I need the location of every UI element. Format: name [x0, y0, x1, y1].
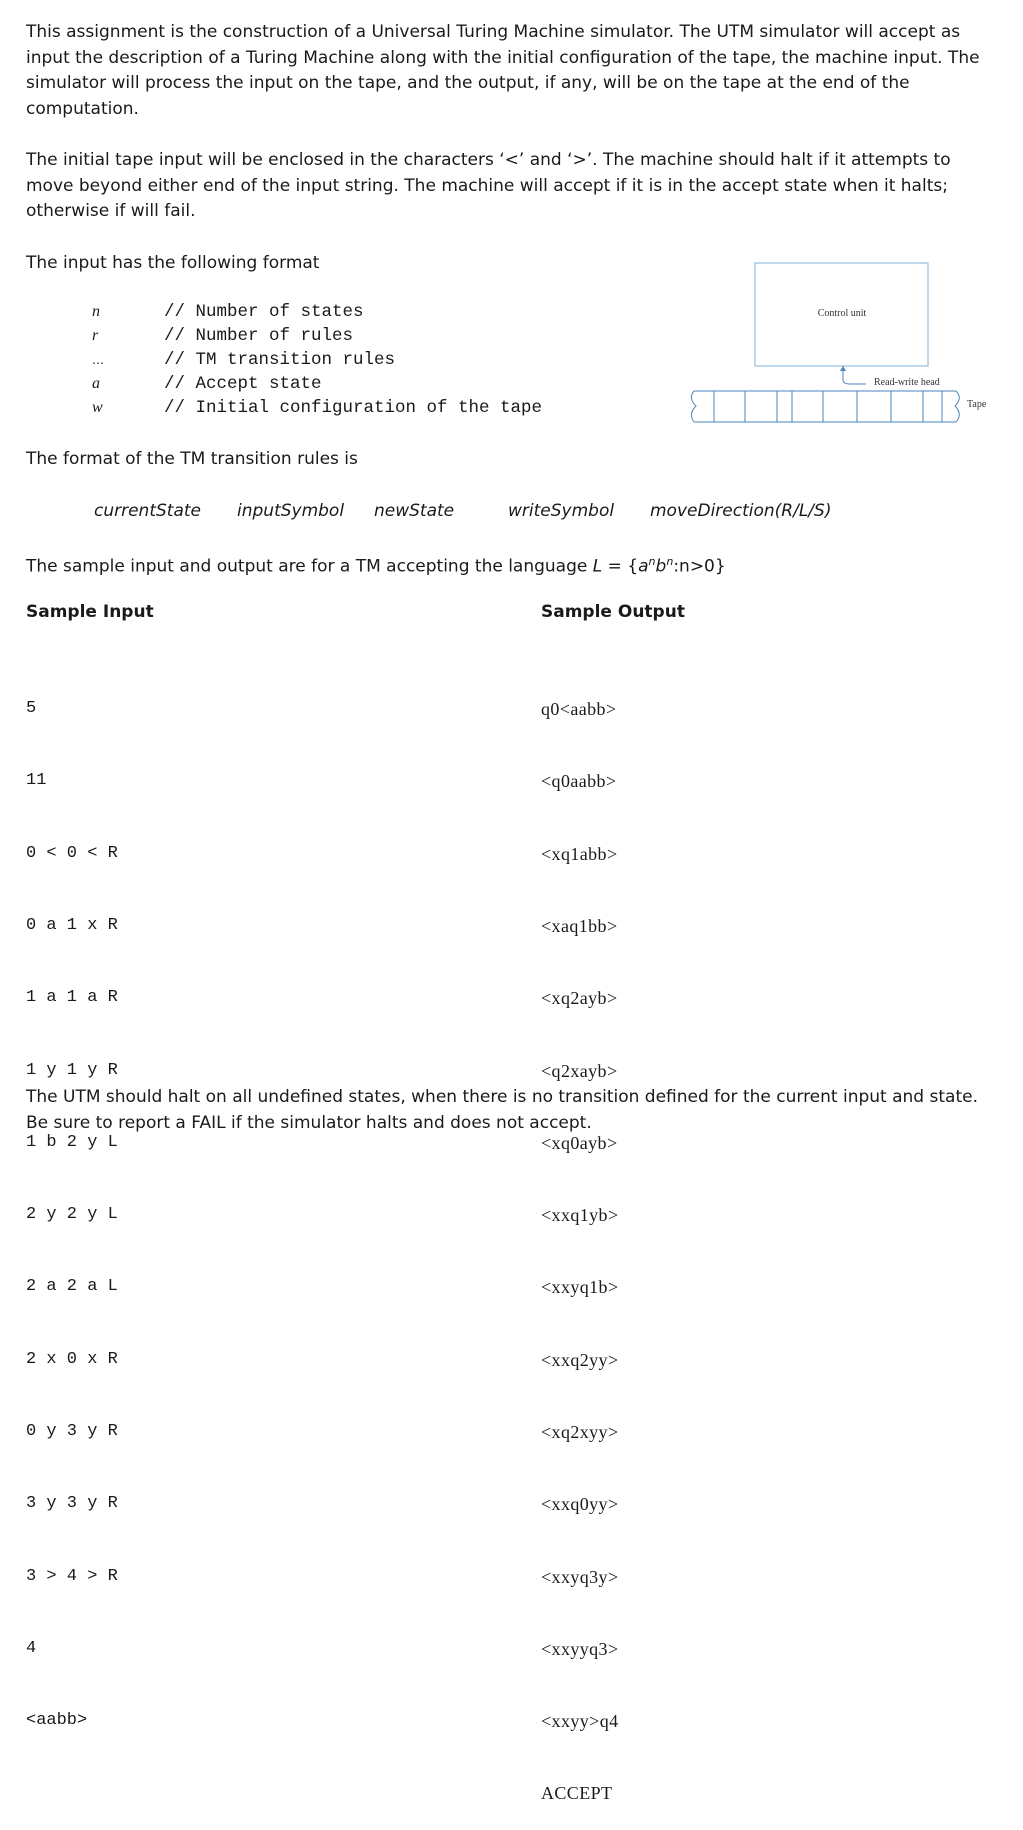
rule-field-move-direction: moveDirection(R/L/S): [650, 501, 832, 521]
format-var: a: [92, 375, 100, 392]
sample-output-line: <xxq1yb>: [541, 1205, 619, 1226]
tape-paragraph: The initial tape input will be enclosed in the characters ‘<’ and ‘>’. The machine should halt if it attempts to move beyond either end of the input string. The machine will accept if it is in the accept state when it halts; otherwise if will fail.: [26, 150, 951, 221]
sample-input-line: 3 y 3 y R: [26, 1494, 118, 1514]
exponent-n: n: [648, 555, 656, 568]
sample-output-line: <xq1abb>: [541, 843, 618, 864]
head-arrow: [843, 366, 866, 384]
sample-output-line: <xxq0yy>: [541, 1494, 619, 1515]
intro-paragraph: This assignment is the construction of a Universal Turing Machine simulator. The UTM simulator will accept as input the description of a Turing Machine along with the initial configuration of the tape, the machine input. The simulator will process the input on the tape, and the output, if any, will be on the tape at the end of the computation.: [26, 22, 980, 119]
format-comment: // Initial configuration of the tape: [164, 398, 543, 418]
conclusion-paragraph: The UTM should halt on all undefined states, when there is no transition defined for the current input and state. Be sure to report a FAIL if the simulator halts and does not accept.: [26, 1087, 978, 1133]
head-arrow-tip: [840, 366, 846, 371]
format-var: r: [92, 327, 99, 344]
sample-output-line: <xxyq1b>: [541, 1277, 619, 1298]
sample-input-line: 0 a 1 x R: [26, 916, 118, 936]
rule-field-current-state: currentState: [94, 501, 201, 521]
language-condition: :n>0}: [673, 556, 726, 577]
sample-intro-text: The sample input and output are for a TM accepting the language: [26, 556, 593, 577]
rule-format-intro: The format of the TM transition rules is: [26, 449, 358, 469]
sample-output-line: <xxyyq3>: [541, 1638, 619, 1659]
format-comment: // Number of states: [164, 302, 364, 322]
rule-field-new-state: newState: [374, 501, 455, 521]
symbol-a: a: [638, 556, 649, 577]
sample-output-block: [541, 649, 619, 1830]
sample-input-line: 2 a 2 a L: [26, 1277, 118, 1297]
format-comment: // Number of rules: [164, 326, 354, 346]
tape-label: Tape: [967, 399, 987, 410]
rule-field-input-symbol: inputSymbol: [237, 501, 345, 521]
sample-output-line: <xq0ayb>: [541, 1132, 618, 1153]
sample-input-line: 1 a 1 a R: [26, 988, 118, 1008]
sample-intro-eq: = {: [602, 556, 639, 577]
sample-output-line: <xq2ayb>: [541, 988, 618, 1009]
sample-output-heading: Sample Output: [541, 602, 685, 622]
sample-output-line: <q0aabb>: [541, 771, 617, 792]
control-unit-label: Control unit: [817, 308, 867, 319]
tape-cells: [694, 391, 956, 422]
sample-input-line: 1 y 1 y R: [26, 1060, 118, 1080]
format-var: n: [92, 303, 100, 320]
sample-output-line: <xq2xyy>: [541, 1422, 619, 1442]
sample-input-block: [26, 649, 118, 1757]
turing-machine-diagram: [680, 256, 1000, 436]
sample-output-line: q0<aabb>: [541, 699, 617, 720]
sample-input-line: 4: [26, 1638, 37, 1658]
sample-input-line: <aabb>: [26, 1711, 88, 1731]
sample-output-line: <xaq1bb>: [541, 916, 618, 937]
sample-output-line: <q2xayb>: [541, 1060, 618, 1081]
format-comment: // TM transition rules: [164, 350, 396, 370]
sample-output-line: <xxq2yy>: [541, 1349, 619, 1370]
input-format-intro: The input has the following format: [26, 253, 320, 273]
sample-input-line: 3 > 4 > R: [26, 1566, 118, 1586]
sample-input-line: 1 b 2 y L: [26, 1132, 118, 1152]
sample-input-line: 11: [26, 771, 47, 791]
symbol-b: b: [655, 556, 667, 577]
format-comment: // Accept state: [164, 374, 322, 394]
tape-left-wave: [691, 391, 696, 422]
sample-input-line: 5: [26, 699, 37, 719]
sample-input-line: 2 y 2 y L: [26, 1205, 118, 1225]
sample-intro: [26, 549, 986, 580]
sample-output-line: <xxyy>q4: [541, 1711, 619, 1732]
sample-output-line: <xxyq3y>: [541, 1566, 619, 1587]
sample-input-line: 0 y 3 y R: [26, 1422, 118, 1441]
sample-input-line: 2 x 0 x R: [26, 1349, 118, 1369]
language-symbol: L: [592, 556, 603, 577]
head-label: Read-write head: [874, 377, 940, 388]
sample-input-line: 0 < 0 < R: [26, 843, 118, 863]
sample-output-line: ACCEPT: [541, 1783, 613, 1804]
format-var: …: [92, 353, 104, 367]
tape-right-wave: [955, 391, 959, 422]
sample-input-heading: Sample Input: [26, 602, 154, 622]
format-var: w: [92, 399, 103, 416]
rule-field-write-symbol: writeSymbol: [508, 501, 615, 521]
exponent-n: n: [666, 555, 674, 568]
